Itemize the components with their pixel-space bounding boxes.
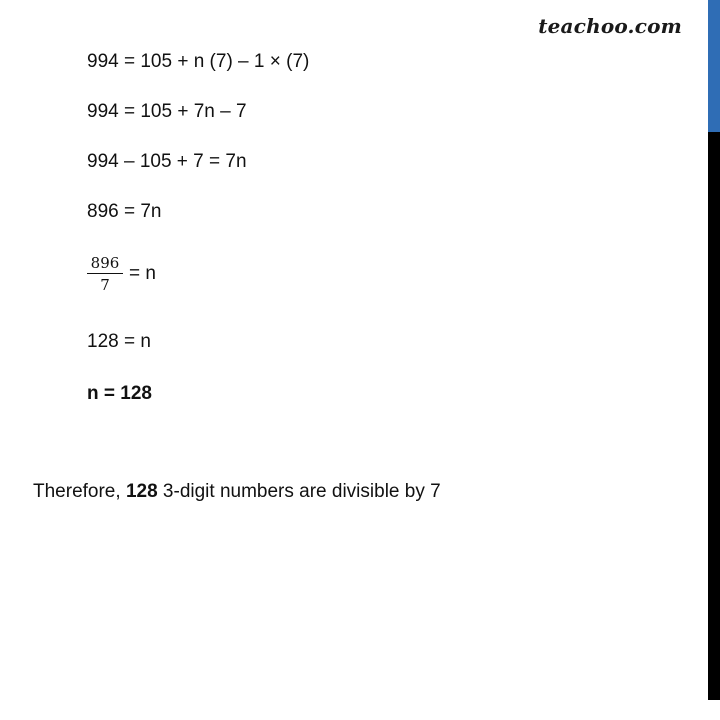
final-answer: n = 128 — [87, 383, 152, 404]
conclusion-prefix: Therefore, — [33, 481, 121, 502]
sidebar-accent — [708, 0, 720, 132]
fraction-numerator: 896 — [90, 254, 120, 272]
sidebar-bottom-cap — [708, 700, 720, 720]
teachoo-logo: teachoo.com — [538, 14, 682, 38]
conclusion-sentence — [33, 480, 441, 504]
equation-step-2: 994 = 105 + 7n – 7 — [87, 101, 247, 122]
fraction — [87, 254, 123, 294]
equation-step-6: 128 = n — [87, 331, 151, 352]
fraction-denominator: 7 — [100, 276, 110, 294]
conclusion-value: 128 — [125, 481, 158, 502]
slide-sidebar — [708, 0, 720, 720]
equation-step-4: 896 = 7n — [87, 201, 162, 222]
conclusion-suffix: 3-digit numbers are divisible by 7 — [162, 481, 441, 502]
equation-step-fraction — [87, 254, 156, 294]
equation-step-1: 994 = 105 + n (7) – 1 × (7) — [87, 51, 310, 72]
fraction-rhs: = n — [129, 263, 156, 284]
equation-step-3: 994 – 105 + 7 = 7n — [87, 151, 247, 172]
